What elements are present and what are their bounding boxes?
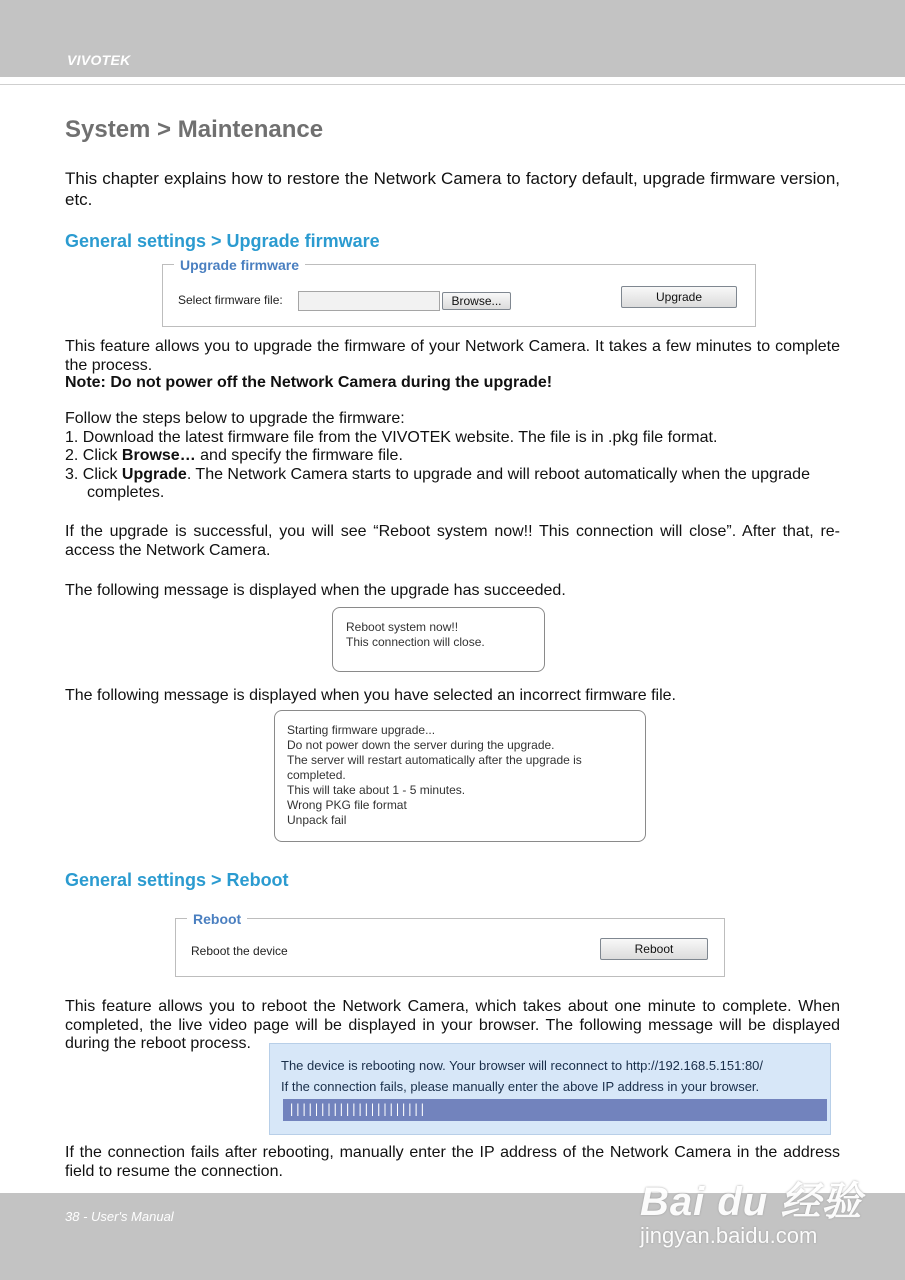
steps-intro: Follow the steps below to upgrade the firmware: — [65, 410, 405, 427]
error-msg-line: Starting firmware upgrade... — [287, 723, 436, 737]
reboot-progress-bar — [283, 1099, 827, 1121]
step-3-text-c: . The Network Camera starts to upgrade and will reboot automatically when the upgrade — [186, 465, 810, 483]
step-2-text-a: 2. Click — [65, 447, 122, 464]
upgrade-heading: General settings > Upgrade firmware — [65, 231, 380, 251]
step-2 — [65, 447, 840, 466]
step-2-text-c: and specify the firmware file. — [195, 447, 403, 464]
step-2-browse: Browse… — [121, 447, 196, 464]
page-title: System > Maintenance — [65, 116, 324, 143]
firmware-file-label: Select firmware file: — [178, 293, 283, 307]
watermark-logo: Bai du 经验 — [640, 1180, 863, 1224]
watermark — [640, 1170, 862, 1249]
error-msg-line: Unpack fail — [287, 813, 347, 827]
reboot-heading: General settings > Reboot — [65, 870, 289, 890]
rebooting-status-line-2: If the connection fails, please manually enter the above IP address in your browser. — [281, 1079, 760, 1094]
page-header — [0, 0, 905, 77]
upgrade-description: This feature allows you to upgrade the firmware of your Network Camera. It takes a few minutes to complete the process. — [65, 338, 840, 374]
reboot-button[interactable]: Reboot — [600, 938, 708, 960]
reboot-success-message — [332, 607, 545, 672]
error-msg-line: completed. — [287, 768, 346, 782]
upgrade-firmware-panel — [162, 257, 756, 327]
upgrade-success-text: If the upgrade is successful, you will see “Reboot system now!! This connection will close”. After that, re-access the Network Camera. — [65, 523, 840, 559]
step-3-upgrade: Upgrade — [121, 465, 187, 483]
upgrade-panel-legend: Upgrade firmware — [174, 257, 305, 273]
success-caption: The following message is displayed when the upgrade has succeeded. — [65, 582, 566, 599]
brand-label: VIVOTEK — [67, 52, 131, 68]
success-msg-line: This connection will close. — [346, 635, 485, 649]
intro-paragraph: This chapter explains how to restore the Network Camera to factory default, upgrade firmware version, etc. — [65, 169, 840, 209]
step-3 — [65, 466, 840, 485]
header-divider — [0, 84, 905, 85]
watermark-url: jingyan.baidu.com — [640, 1223, 818, 1248]
upgrade-steps — [65, 410, 840, 503]
reboot-panel-legend: Reboot — [187, 911, 247, 927]
error-msg-line: This will take about 1 - 5 minutes. — [287, 783, 466, 797]
error-msg-line: Do not power down the server during the upgrade. — [287, 738, 555, 752]
upgrade-note: Note: Do not power off the Network Camera during the upgrade! — [65, 374, 553, 391]
step-3-text-a: 3. Click — [65, 465, 122, 483]
error-caption: The following message is displayed when you have selected an incorrect firmware file. — [65, 687, 676, 704]
error-msg-line: The server will restart automatically after the upgrade is — [287, 753, 582, 767]
step-1: 1. Download the latest firmware file from the VIVOTEK website. The file is in .pkg file format. — [65, 428, 718, 446]
rebooting-status-line-1: The device is rebooting now. Your browser will reconnect to http://192.168.5.151:80/ — [281, 1058, 764, 1073]
reboot-panel — [175, 911, 725, 977]
rebooting-status-panel — [269, 1043, 831, 1135]
step-3-continued: completes. — [87, 484, 165, 501]
reboot-description: This feature allows you to reboot the Network Camera, which takes about one minute to complete. When completed, the live video page will be displayed in your browser. The following message will be displayed during the reboot process. — [65, 998, 840, 1052]
reboot-fail-text: If the connection fails after rebooting, manually enter the IP address of the Network Camera in the address field to resume the connection. — [65, 1144, 840, 1180]
error-msg-line: Wrong PKG file format — [287, 798, 407, 812]
browse-button[interactable]: Browse... — [442, 292, 511, 310]
firmware-error-message — [274, 710, 646, 842]
reboot-progress-indicator: |||||||||||||||||||||| — [288, 1102, 425, 1116]
page-number-label: 38 - User's Manual — [65, 1209, 174, 1224]
firmware-file-input[interactable] — [298, 291, 440, 311]
success-msg-line: Reboot system now!! — [346, 620, 459, 634]
reboot-device-label: Reboot the device — [191, 944, 288, 958]
upgrade-button[interactable]: Upgrade — [621, 286, 737, 308]
